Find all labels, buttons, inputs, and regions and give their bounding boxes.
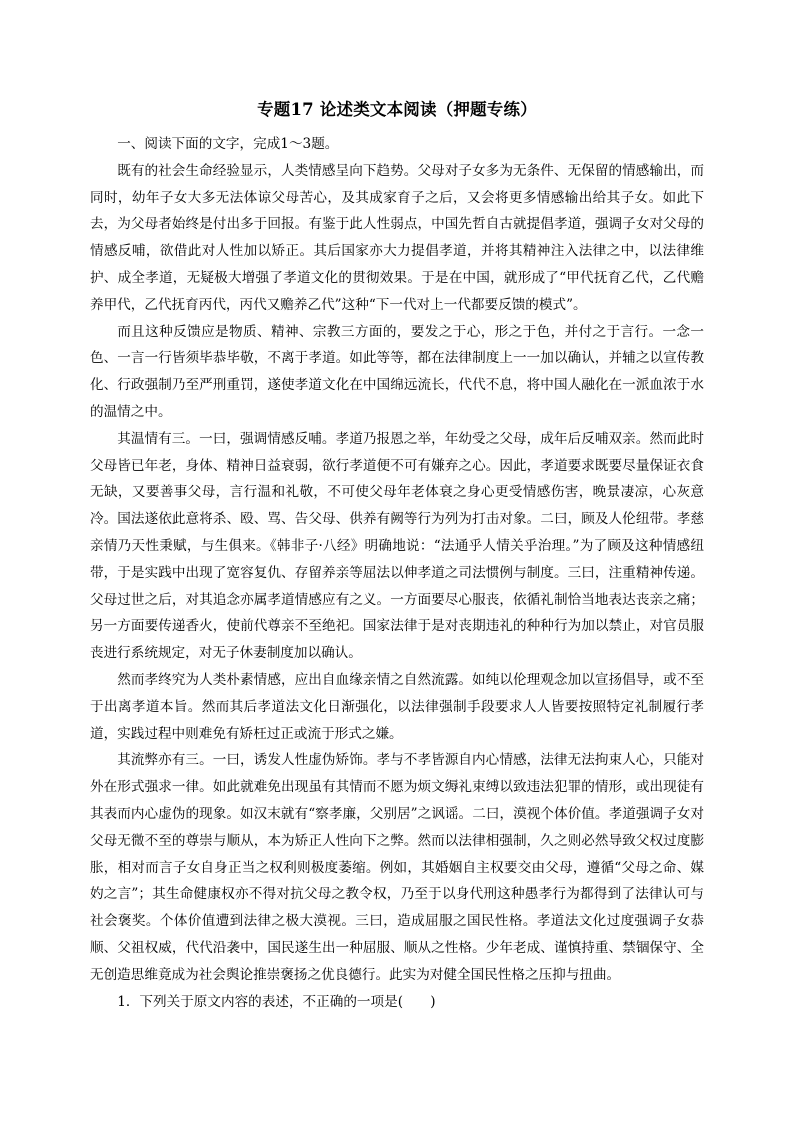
- reading-instruction: 一、阅读下面的文字，完成1～3题。: [117, 136, 339, 152]
- paragraph-3: 其温情有三。一曰，强调情感反哺。孝道乃报恩之举，年幼受之父母，成年后反哺双亲。然而此时父母皆已年老，身体、精神日益衰弱，欲行孝道便不可有嫌弃之心。因此，孝道要求既要尽量保证衣食无缺，又要善事父母，言行温和礼敬，不可使父母年老体衰之身心更受情感伤害，晚景凄凉，心灰意冷。国法遂依此意将杀、殴、骂、告父母、供养有阙等行为列为打击对象。二曰，顾及人伦纽带。孝慈亲情乃天性秉赋，与生俱来。《韩非子·八经》明确地说：“法通乎人情关乎治理。”为了顾及这种情感纽带，于是实践中出现了宽容复仇、存留养亲等屈法以伸孝道之司法惯例与制度。三曰，注重精神传递。父母过世之后，对其追念亦属孝道情感应有之义。一方面要尽心服丧，依循礼制恰当地表达丧亲之痛；另一方面要传递香火，使前代尊亲不至绝祀。国家法律于是对丧期违礼的种种行为加以禁止，对官员服丧进行系统规定，对无子休妻制度加以确认。: [90, 430, 704, 662]
- paragraph-5: 其流弊亦有三。一曰，诱发人性虚伪矫饰。孝与不孝皆源自内心情感，法律无法拘束人心，只能对外在形式强求一律。如此就难免出现虽有其情而不愿为烦文缛礼束缚以致违法犯罪的情形，或出现徒有其表而内心虚伪的现象。如汉末就有“察孝廉，父别居”之讽谣。二曰，漠视个体价值。孝道强调子女对父母无微不至的尊崇与顺从，本为矫正人性向下之弊。然而以法律相强制，久之则必然导致父权过度膨胀，相对而言子女自身正当之权利则极度萎缩。例如，其婚姻自主权要交由父母，遵循“父母之命、媒妁之言”；其生命健康权亦不得对抗父母之教令权，乃至于以身代刑这种愚孝行为都得到了法律认可与社会褒奖。个体价值遭到法律之极大漠视。三曰，造成屈服之国民性格。孝道法文化过度强调子女恭顺、父祖权威，代代沿袭中，国民遂生出一种屈服、顺从之性格。少年老成、谨慎持重、禁锢保守、全无创造思维竟成为社会舆论推崇褒扬之优良德行。此实为对健全国民性格之压抑与扭曲。: [90, 752, 704, 983]
- paragraph-2: 而且这种反馈应是物质、精神、宗教三方面的，要发之于心，形之于色，并付之于言行。一念一色、一言一行皆须毕恭毕敬，不离于孝道。如此等等，都在法律制度上一一加以确认，并辅之以宣传教化、行政强制乃至严刑重罚，遂使孝道文化在中国绵远流长，代代不息，将中国人融化在一派血浓于水的温情之中。: [90, 323, 704, 420]
- document-title: 专题17 论述类文本阅读（押题专练）: [257, 100, 537, 119]
- paragraph-4: 然而孝终究为人类朴素情感，应出自血缘亲情之自然流露。如纯以伦理观念加以宣扬倡导，或不至于出离孝道本旨。然而其后孝道法文化日渐强化，以法律强制手段要求人人皆要按照特定礼制履行孝道，实践过程中则难免有矫枉过正或流于形式之嫌。: [90, 671, 704, 742]
- paragraph-1: 既有的社会生命经验显示，人类情感呈向下趋势。父母对子女多为无条件、无保留的情感输出，而同时，幼年子女大多无法体谅父母苦心，及其成家育子之后，又会将更多情感输出给其子女。如此下去，为父母者始终是付出多于回报。有鉴于此人性弱点，中国先哲自古就提倡孝道，强调子女对父母的情感反哺，欲借此对人性加以矫正。其后国家亦大力提倡孝道，并将其精神注入法律之中，以法律维护、成全孝道，无疑极大增强了孝道文化的贯彻效果。于是在中国，就形成了“甲代抚育乙代，乙代赡养甲代，乙代抚育丙代，丙代又赡养乙代”这种“下一代对上一代都要反馈的模式”。: [90, 162, 704, 313]
- question-1: 1．下列关于原文内容的表述，不正确的一项是( ): [117, 993, 436, 1010]
